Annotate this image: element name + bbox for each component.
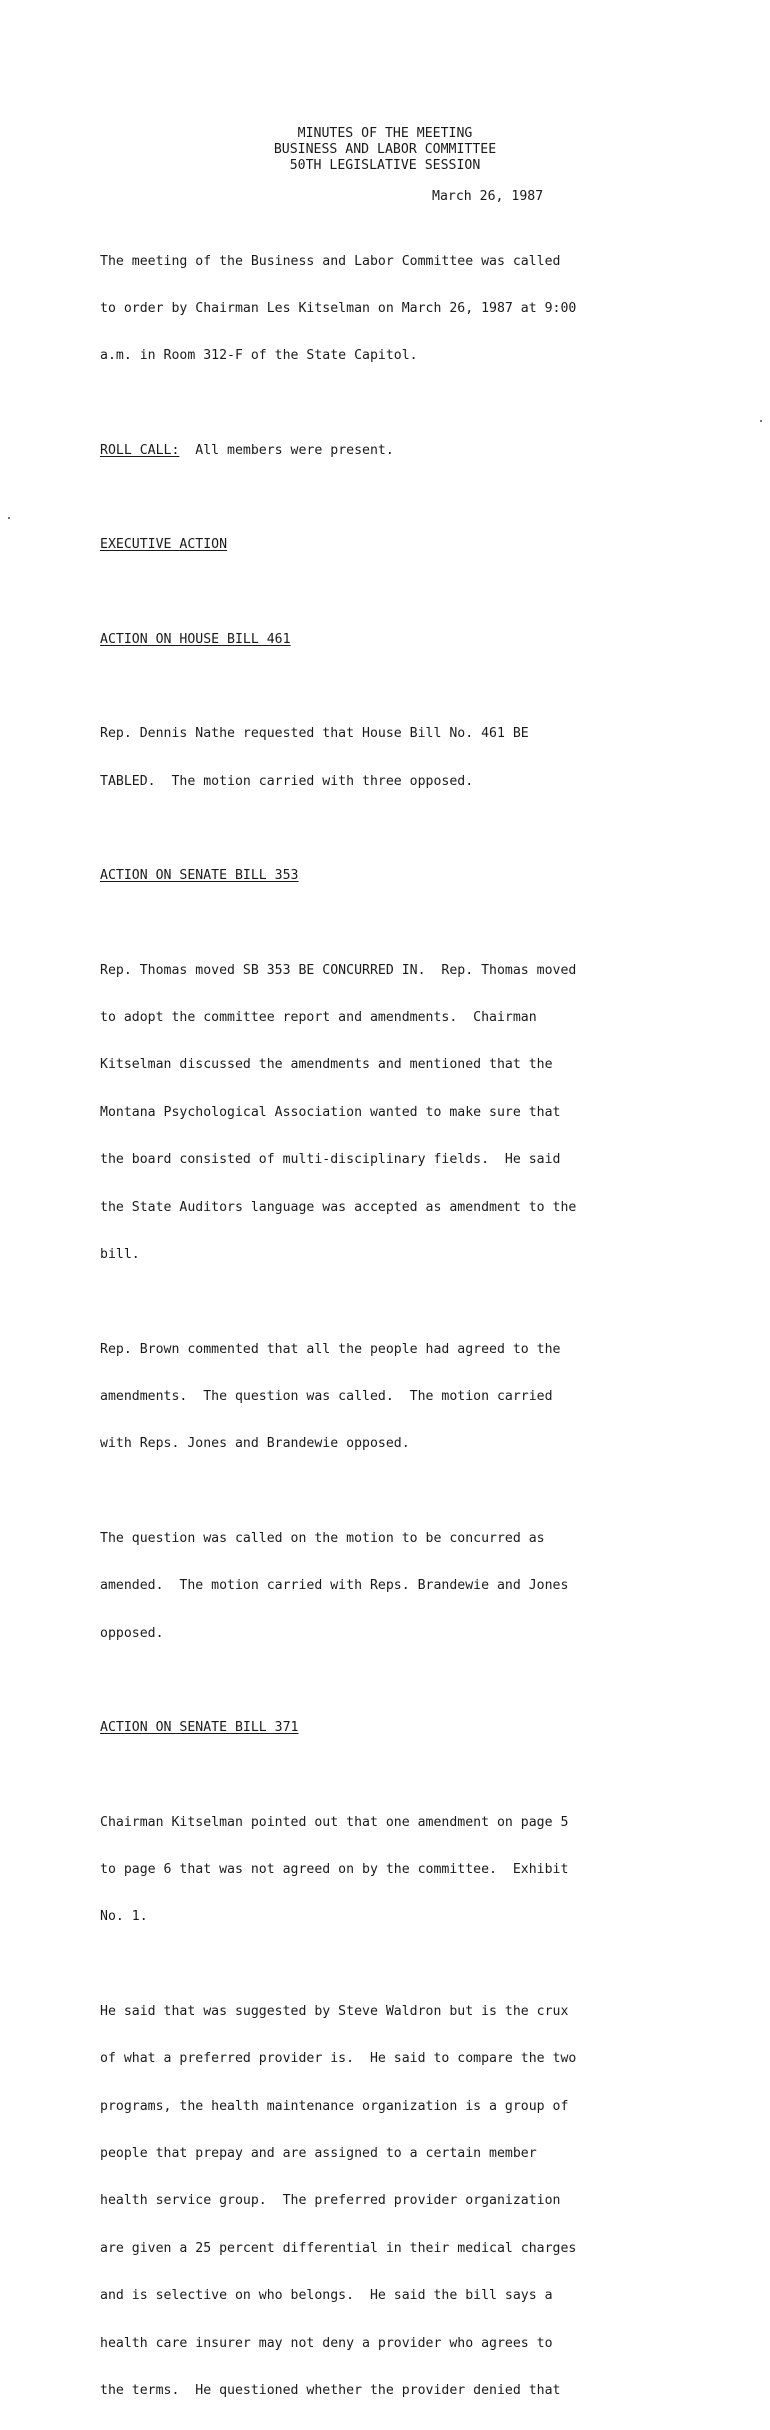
text-line: amended. The motion carried with Reps. Brandewie and Jones <box>100 1578 569 1594</box>
text-line: the terms. He questioned whether the provider denied that <box>100 2382 561 2398</box>
sb353-paragraph-2 <box>100 1310 670 1484</box>
roll-call-label: ROLL CALL: <box>100 442 180 458</box>
header-committee: BUSINESS AND LABOR COMMITTEE <box>273 141 497 157</box>
executive-action-heading <box>100 506 670 585</box>
text-line: and is selective on who belongs. He said the bill says a <box>100 2288 553 2304</box>
text-line: Rep. Brown commented that all the people had agreed to the <box>100 1341 561 1357</box>
sb371-heading <box>100 1688 670 1767</box>
hb461-paragraph <box>100 695 670 821</box>
minutes-body <box>100 222 670 2430</box>
sb371-paragraph-1 <box>100 1783 670 1957</box>
section-heading: EXECUTIVE ACTION <box>100 537 228 553</box>
text-line: The question was called on the motion to be concurred as <box>100 1530 545 1546</box>
hb461-heading <box>100 600 670 679</box>
text-line: the State Auditors language was accepted as amendment to the <box>100 1199 577 1215</box>
section-heading: ACTION ON SENATE BILL 371 <box>100 1720 299 1736</box>
section-heading: ACTION ON HOUSE BILL 461 <box>100 631 291 647</box>
text-line: to order by Chairman Les Kitselman on March 26, 1987 at 9:00 <box>100 300 577 316</box>
text-line: of what a preferred provider is. He said to compare the two <box>100 2051 577 2067</box>
sb353-paragraph-3 <box>100 1499 670 1673</box>
text-line: to page 6 that was not agreed on by the committee. Exhibit <box>100 1861 569 1877</box>
text-line: the board consisted of multi-disciplinary fields. He said <box>100 1152 561 1168</box>
roll-call-paragraph <box>100 411 670 490</box>
header-title: MINUTES OF THE MEETING <box>297 126 473 141</box>
text-line: health service group. The preferred provider organization <box>100 2193 561 2209</box>
roll-call-text: All members were present. <box>179 442 394 458</box>
text-line: He said that was suggested by Steve Waldron but is the crux <box>100 2003 569 2019</box>
scan-speck <box>8 517 10 519</box>
text-line: Chairman Kitselman pointed out that one amendment on page 5 <box>100 1814 569 1830</box>
text-line: TABLED. The motion carried with three opposed. <box>100 773 474 789</box>
minutes-header <box>0 126 770 173</box>
scan-speck <box>760 420 762 422</box>
intro-paragraph <box>100 222 670 396</box>
text-line: opposed. <box>100 1625 164 1641</box>
sb371-paragraph-2 <box>100 1972 670 2430</box>
meeting-date: March 26, 1987 <box>432 189 544 204</box>
header-session: 50TH LEGISLATIVE SESSION <box>289 157 481 173</box>
section-heading: ACTION ON SENATE BILL 353 <box>100 868 299 884</box>
text-line: amendments. The question was called. The motion carried <box>100 1388 553 1404</box>
text-line: The meeting of the Business and Labor Committee was called <box>100 253 561 269</box>
text-line: bill. <box>100 1247 140 1263</box>
text-line: people that prepay and are assigned to a certain member <box>100 2145 537 2161</box>
text-line: to adopt the committee report and amendments. Chairman <box>100 1010 537 1026</box>
text-line: are given a 25 percent differential in their medical charges <box>100 2240 577 2256</box>
sb353-heading <box>100 837 670 916</box>
text-line: Montana Psychological Association wanted to make sure that <box>100 1104 561 1120</box>
sb353-paragraph-1 <box>100 931 670 1294</box>
text-line: Rep. Thomas moved SB 353 BE CONCURRED IN. Rep. Thomas moved <box>100 962 577 978</box>
text-line: Rep. Dennis Nathe requested that House Bill No. 461 BE <box>100 726 529 742</box>
text-line: No. 1. <box>100 1909 148 1925</box>
text-line: programs, the health maintenance organization is a group of <box>100 2098 569 2114</box>
text-line: a.m. in Room 312-F of the State Capitol. <box>100 348 418 364</box>
text-line: Kitselman discussed the amendments and mentioned that the <box>100 1057 553 1073</box>
text-line: with Reps. Jones and Brandewie opposed. <box>100 1436 410 1452</box>
text-line: health care insurer may not deny a provider who agrees to <box>100 2335 553 2351</box>
